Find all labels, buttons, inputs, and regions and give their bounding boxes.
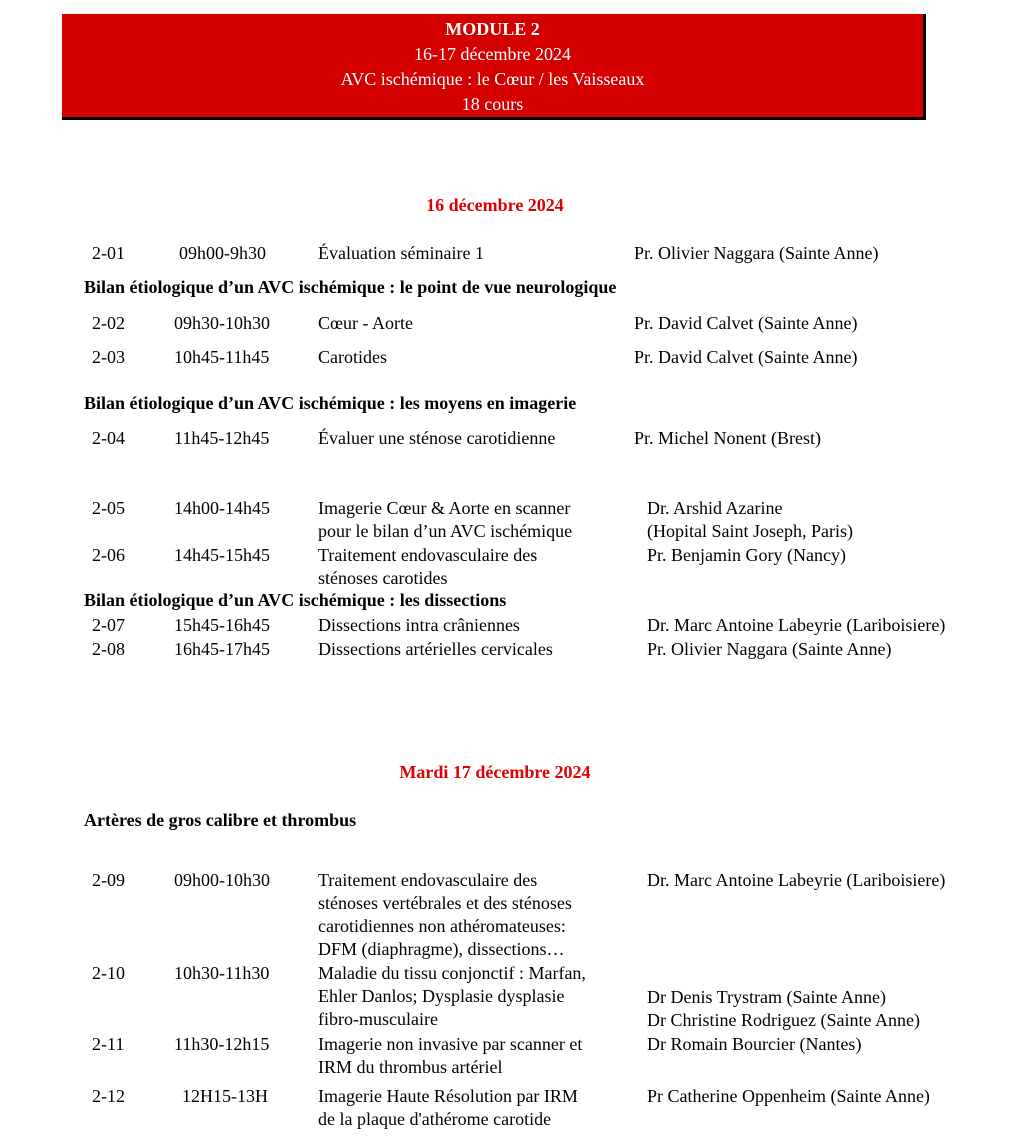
row-2-09-code: 2-09 [92, 870, 125, 890]
row-2-09-title-line2: sténoses vertébrales et des sténoses [318, 893, 572, 913]
row-2-06-title-line2: sténoses carotides [318, 568, 448, 588]
row-2-02-title: Cœur - Aorte [318, 313, 413, 333]
row-2-10-title-line3: fibro-musculaire [318, 1009, 438, 1029]
row-2-08-time: 16h45-17h45 [174, 639, 270, 659]
row-2-08-title: Dissections artérielles cervicales [318, 639, 553, 659]
row-2-10-speaker [647, 986, 920, 1032]
row-2-08-speaker: Pr. Olivier Naggara (Sainte Anne) [647, 639, 892, 659]
section-imagerie: Bilan étiologique d’un AVC ischémique : les moyens en imagerie [84, 393, 577, 413]
row-2-06-code: 2-06 [92, 545, 125, 565]
row-2-11-speaker: Dr Romain Bourcier (Nantes) [647, 1034, 862, 1054]
row-2-10-title-line1: Maladie du tissu conjonctif : Marfan, [318, 963, 586, 983]
row-2-05-speaker-line1: Dr. Arshid Azarine [647, 498, 783, 518]
section-dissections: Bilan étiologique d’un AVC ischémique : les dissections [84, 590, 507, 610]
row-2-03-speaker: Pr. David Calvet (Sainte Anne) [634, 347, 858, 367]
row-2-12-title [318, 1085, 578, 1131]
row-2-07-code: 2-07 [92, 615, 125, 635]
row-2-10-code: 2-10 [92, 963, 125, 983]
row-2-04-speaker: Pr. Michel Nonent (Brest) [634, 428, 821, 448]
row-2-03-code: 2-03 [92, 347, 125, 367]
row-2-05-speaker [647, 497, 853, 543]
module-dates: 16-17 décembre 2024 [414, 44, 571, 64]
row-2-10-speaker-line1: Dr Denis Trystram (Sainte Anne) [647, 987, 886, 1007]
module-topic: AVC ischémique : le Cœur / les Vaisseaux [340, 69, 645, 89]
row-2-11-title [318, 1033, 582, 1079]
row-2-06-title [318, 544, 537, 590]
row-2-04-time: 11h45-12h45 [174, 428, 270, 448]
row-2-03-time: 10h45-11h45 [174, 347, 270, 367]
row-2-07-title: Dissections intra crâniennes [318, 615, 520, 635]
row-2-02-time: 09h30-10h30 [174, 313, 270, 333]
row-2-05-speaker-line2: (Hopital Saint Joseph, Paris) [647, 521, 853, 541]
row-2-08-code: 2-08 [92, 639, 125, 659]
row-2-12-speaker: Pr Catherine Oppenheim (Sainte Anne) [647, 1086, 930, 1106]
row-2-04-code: 2-04 [92, 428, 125, 448]
row-2-10-time: 10h30-11h30 [174, 963, 270, 983]
row-2-01-title: Évaluation séminaire 1 [318, 243, 484, 263]
row-2-07-time: 15h45-16h45 [174, 615, 270, 635]
module-title: MODULE 2 [445, 19, 540, 39]
row-2-11-title-line2: IRM du thrombus artériel [318, 1057, 503, 1077]
row-2-09-speaker: Dr. Marc Antoine Labeyrie (Lariboisiere) [647, 870, 946, 890]
row-2-05-title [318, 497, 572, 543]
row-2-09-title-line4: DFM (diaphragme), dissections… [318, 939, 565, 959]
module-banner [62, 14, 926, 120]
row-2-12-code: 2-12 [92, 1086, 125, 1106]
row-2-04-title: Évaluer une sténose carotidienne [318, 428, 556, 448]
row-2-05-title-line2: pour le bilan d’un AVC ischémique [318, 521, 573, 541]
day1-title: 16 décembre 2024 [426, 195, 564, 215]
row-2-09-title-line3: carotidiennes non athéromateuses: [318, 916, 566, 936]
row-2-12-title-line2: de la plaque d'athérome carotide [318, 1109, 552, 1129]
row-2-11-title-line1: Imagerie non invasive par scanner et [318, 1034, 583, 1054]
row-2-01-speaker: Pr. Olivier Naggara (Sainte Anne) [634, 243, 879, 263]
row-2-02-speaker: Pr. David Calvet (Sainte Anne) [634, 313, 858, 333]
row-2-05-title-line1: Imagerie Cœur & Aorte en scanner [318, 498, 571, 518]
section-neuro: Bilan étiologique d’un AVC ischémique : le point de vue neurologique [84, 277, 617, 297]
row-2-09-time: 09h00-10h30 [174, 870, 270, 890]
row-2-05-time: 14h00-14h45 [174, 498, 270, 518]
row-2-01-time: 09h00-9h30 [179, 243, 266, 263]
row-2-05-code: 2-05 [92, 498, 125, 518]
module-count: 18 cours [461, 94, 524, 114]
row-2-12-time: 12H15-13H [182, 1086, 268, 1106]
row-2-10-title [318, 962, 586, 1031]
row-2-07-speaker: Dr. Marc Antoine Labeyrie (Lariboisiere) [647, 615, 946, 635]
row-2-09-title-line1: Traitement endovasculaire des [318, 870, 538, 890]
row-2-01-code: 2-01 [92, 243, 125, 263]
row-2-09-title [318, 869, 572, 961]
row-2-03-title: Carotides [318, 347, 387, 367]
row-2-10-title-line2: Ehler Danlos; Dysplasie dysplasie [318, 986, 565, 1006]
row-2-06-title-line1: Traitement endovasculaire des [318, 545, 538, 565]
row-2-12-title-line1: Imagerie Haute Résolution par IRM [318, 1086, 578, 1106]
row-2-06-speaker: Pr. Benjamin Gory (Nancy) [647, 545, 846, 565]
row-2-02-code: 2-02 [92, 313, 125, 333]
row-2-10-speaker-line2: Dr Christine Rodriguez (Sainte Anne) [647, 1010, 920, 1030]
row-2-06-time: 14h45-15h45 [174, 545, 270, 565]
day2-title: Mardi 17 décembre 2024 [399, 762, 591, 782]
row-2-11-time: 11h30-12h15 [174, 1034, 270, 1054]
section-arteres: Artères de gros calibre et thrombus [84, 810, 357, 830]
row-2-11-code: 2-11 [92, 1034, 125, 1054]
